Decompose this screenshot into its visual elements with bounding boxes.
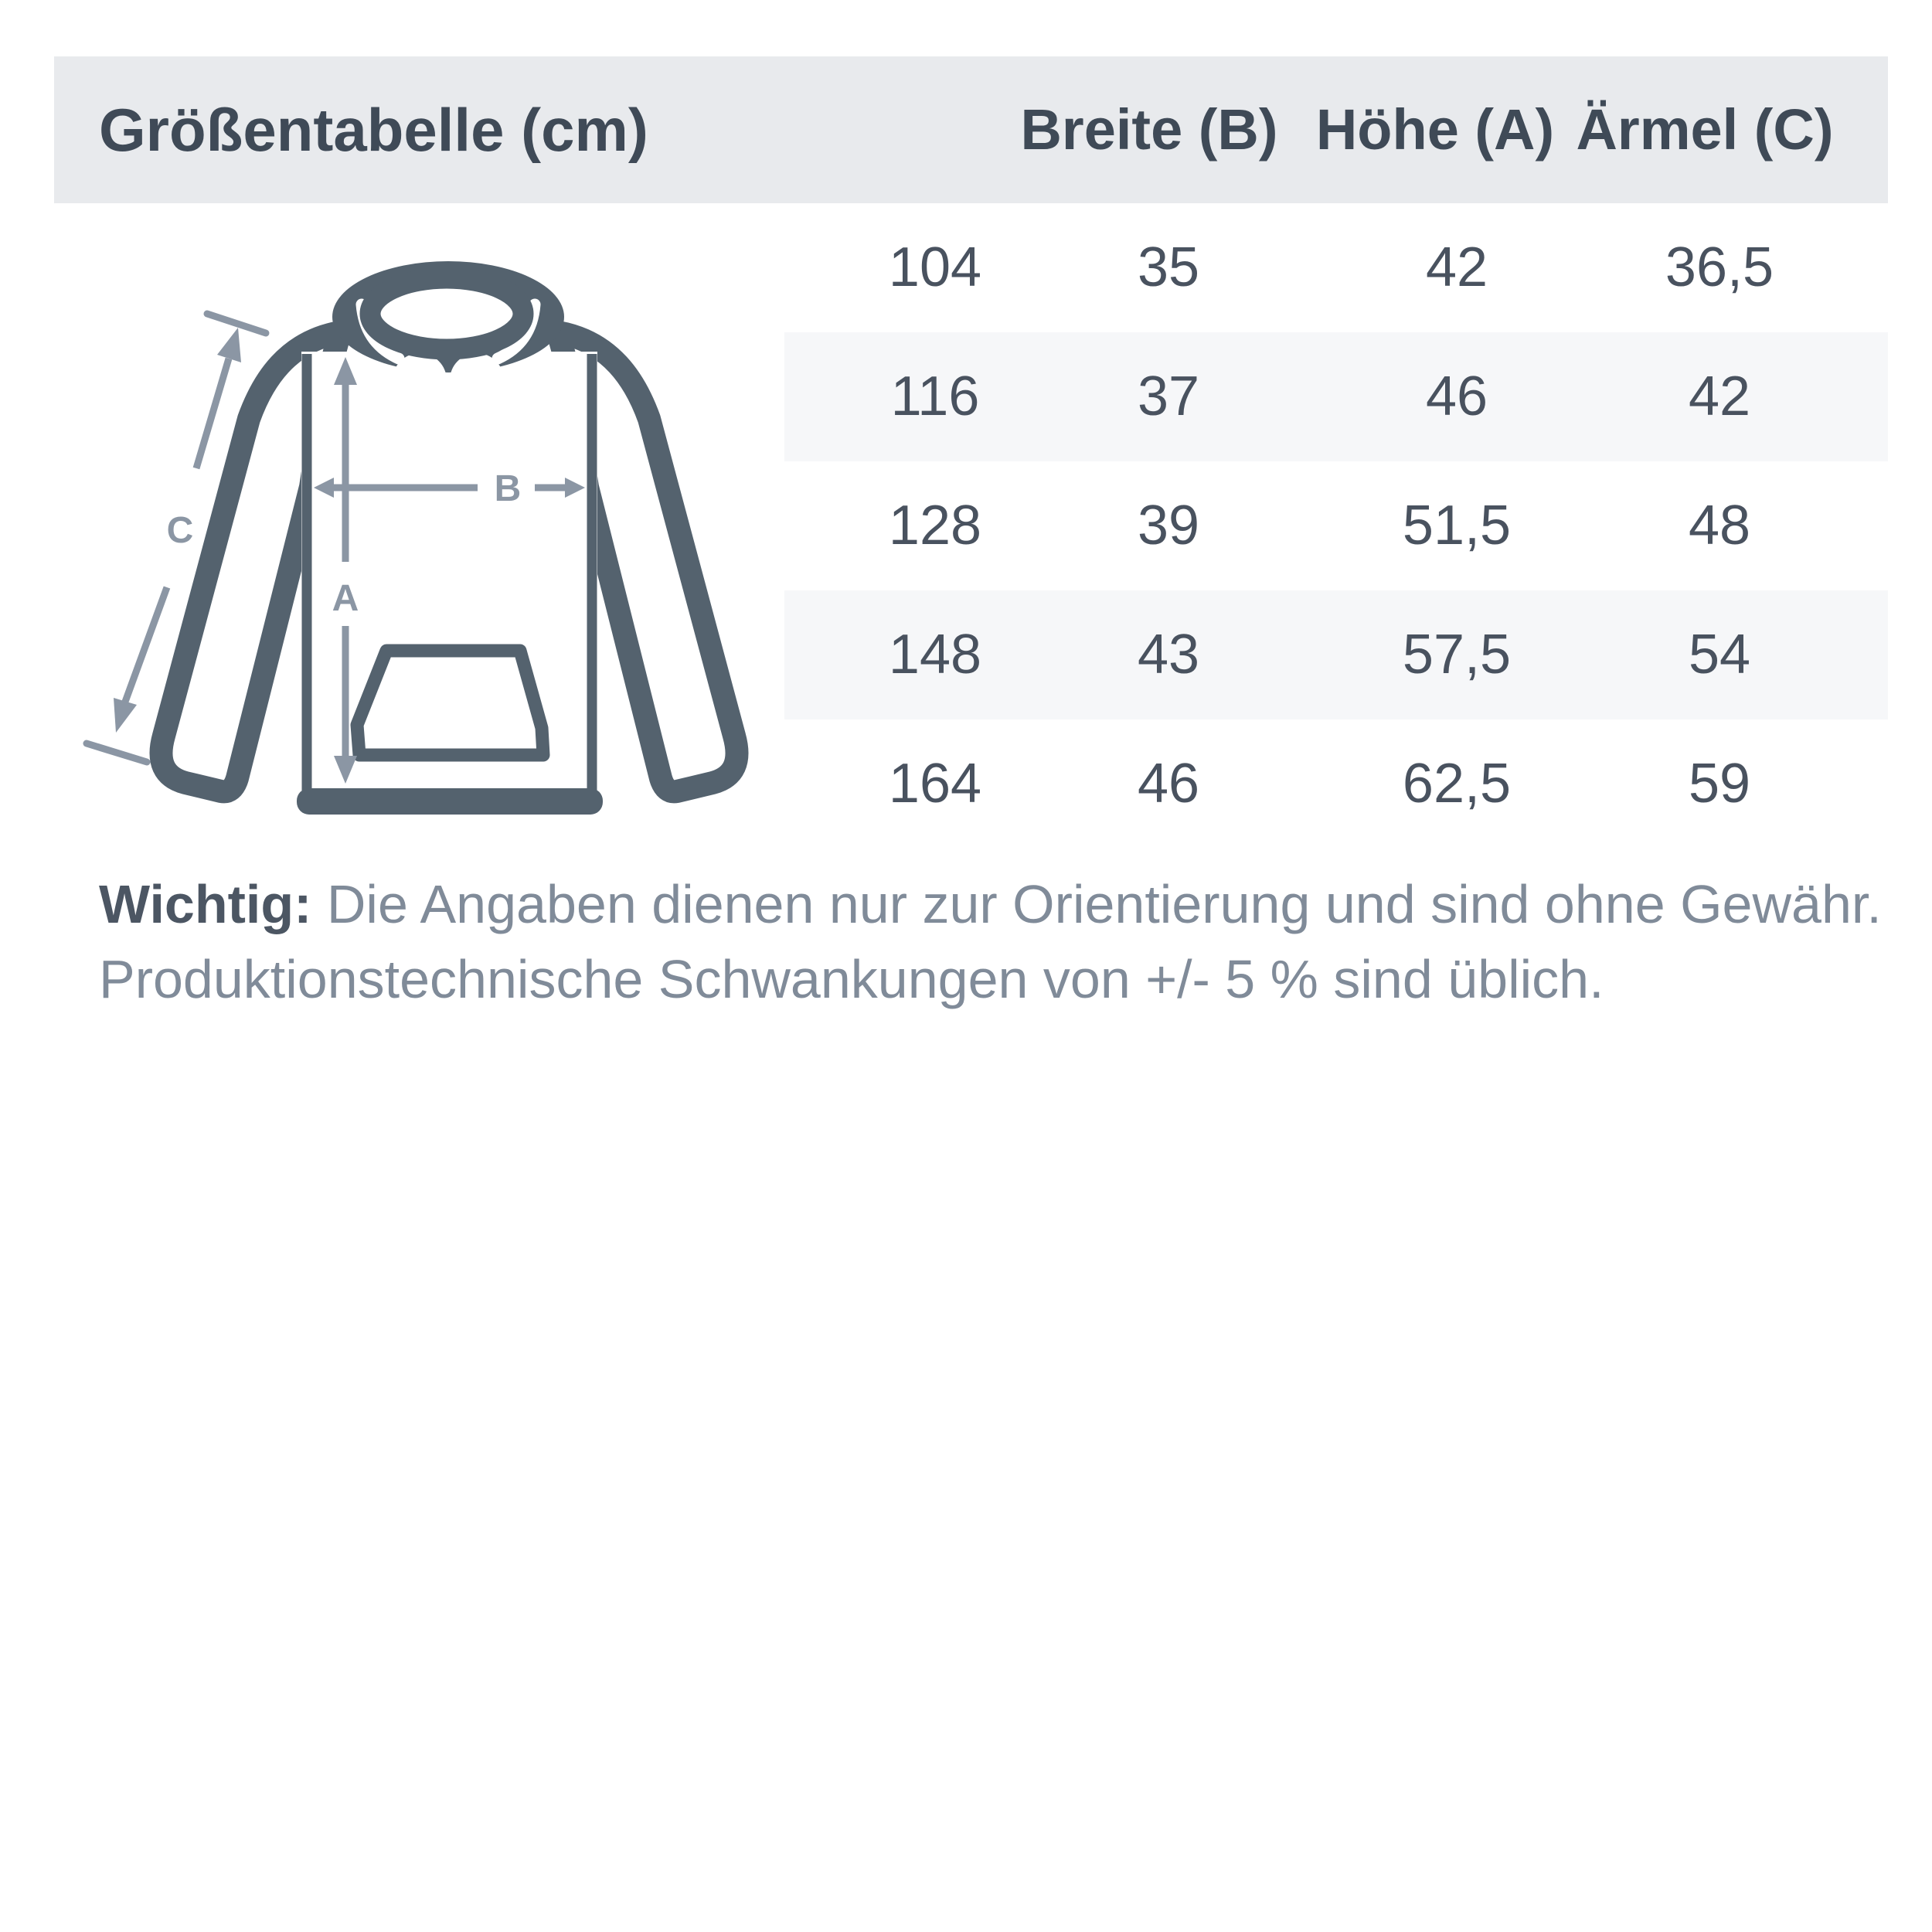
footnote	[99, 867, 1892, 1017]
table-row	[784, 332, 1888, 461]
footnote-line2	[99, 942, 1892, 1017]
page-title: Größentabelle (cm)	[99, 96, 648, 164]
cell-breite: 43	[1137, 624, 1200, 685]
table-row	[784, 203, 1888, 332]
table-row	[784, 719, 1888, 849]
label-b: B	[494, 468, 522, 509]
label-c: C	[166, 510, 194, 551]
table-row	[784, 590, 1888, 719]
cell-aermel: 48	[1688, 495, 1751, 556]
cell-size: 128	[888, 495, 982, 556]
cell-breite: 35	[1137, 236, 1200, 298]
cell-hoehe: 46	[1425, 366, 1488, 427]
cell-aermel: 54	[1688, 624, 1751, 685]
label-a: A	[332, 578, 359, 619]
cell-hoehe: 57,5	[1402, 624, 1512, 685]
cell-aermel: 59	[1688, 753, 1751, 815]
column-header-hoehe: Höhe (A)	[1315, 97, 1555, 162]
hoodie-measurement-diagram-icon	[31, 247, 773, 850]
cell-breite: 46	[1137, 753, 1200, 815]
footnote-line1	[99, 867, 1892, 942]
cell-size: 116	[890, 366, 980, 427]
cell-aermel: 36,5	[1665, 236, 1774, 298]
cell-hoehe: 62,5	[1402, 753, 1512, 815]
cell-size: 148	[888, 624, 982, 685]
cell-size: 104	[888, 236, 982, 298]
cell-hoehe: 51,5	[1402, 495, 1512, 556]
footnote-text2: Produktionstechnische Schwankungen von +/- 5 % sind üblich.	[99, 949, 1604, 1009]
footnote-text1: Die Angaben dienen nur zur Orientierung und sind ohne Gewähr.	[326, 874, 1882, 934]
cell-hoehe: 42	[1425, 236, 1488, 298]
cell-breite: 37	[1137, 366, 1200, 427]
column-header-breite: Breite (B)	[1020, 97, 1278, 162]
footnote-label: Wichtig:	[99, 874, 312, 934]
table-row	[784, 461, 1888, 590]
cell-aermel: 42	[1688, 366, 1751, 427]
cell-size: 164	[888, 753, 982, 815]
table-header-band	[54, 56, 1888, 203]
cell-breite: 39	[1137, 495, 1200, 556]
column-header-aermel: Ärmel (C)	[1576, 97, 1834, 162]
